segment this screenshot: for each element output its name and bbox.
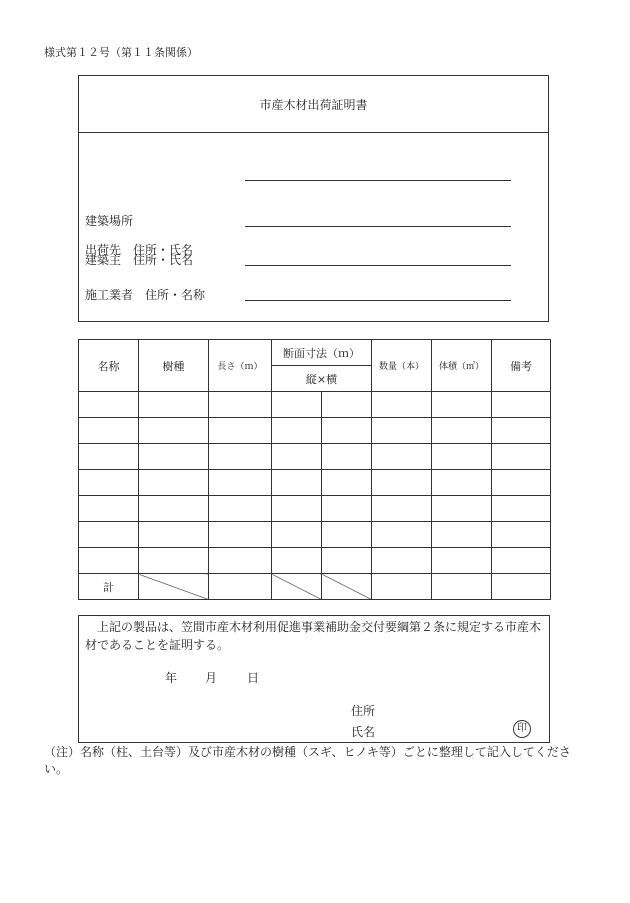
table-header-row (79, 340, 551, 366)
table-cell[interactable] (272, 418, 322, 444)
table-cell[interactable] (492, 470, 551, 496)
table-cell[interactable] (272, 470, 322, 496)
table-cell[interactable] (432, 418, 492, 444)
table-cell[interactable] (79, 496, 139, 522)
table-cell[interactable] (492, 392, 551, 418)
table-cell[interactable] (139, 522, 209, 548)
table-row (79, 418, 551, 444)
table-cell[interactable] (372, 418, 432, 444)
form-number: 様式第１２号（第１１条関係） (44, 46, 198, 59)
table-cell[interactable] (322, 548, 372, 574)
table-cell[interactable] (79, 392, 139, 418)
address-label: 住所 (351, 704, 376, 718)
table-cell[interactable] (209, 496, 272, 522)
table-cell[interactable] (209, 470, 272, 496)
certification-box (78, 615, 550, 743)
table-cell[interactable] (372, 444, 432, 470)
table-cell[interactable] (432, 548, 492, 574)
table-cell[interactable] (272, 522, 322, 548)
building-owner-label: 建築主 住所・氏名 (85, 253, 194, 267)
table-cell[interactable] (79, 418, 139, 444)
total-remarks-cell[interactable] (492, 574, 551, 600)
table-cell[interactable] (139, 392, 209, 418)
table-row (79, 522, 551, 548)
table-cell[interactable] (432, 522, 492, 548)
footnote: （注）名称（柱、土台等）及び市産木材の樹種（スギ、ヒノキ等）ごとに整理して記入してください。 (44, 745, 571, 776)
table-cell[interactable] (322, 418, 372, 444)
header-length: 長さ（ｍ） (209, 340, 272, 392)
table-cell[interactable] (79, 470, 139, 496)
table-row (79, 444, 551, 470)
table-cell[interactable] (272, 496, 322, 522)
day-label: 日 (247, 671, 260, 685)
table-cell[interactable] (492, 548, 551, 574)
table-cell[interactable] (372, 392, 432, 418)
form-title: 市産木材出荷証明書 (79, 76, 548, 133)
table-cell[interactable] (492, 522, 551, 548)
name-label: 氏名 (351, 725, 376, 739)
table-cell[interactable] (272, 444, 322, 470)
table-row (79, 392, 551, 418)
shipment-info-box (78, 75, 549, 322)
table-cell[interactable] (272, 548, 322, 574)
construction-site-label: 建築場所 (85, 214, 134, 228)
table-cell[interactable] (209, 418, 272, 444)
table-cell[interactable] (322, 444, 372, 470)
month-label: 月 (205, 671, 218, 685)
table-cell[interactable] (139, 470, 209, 496)
header-name: 名称 (79, 340, 139, 392)
table-cell[interactable] (492, 418, 551, 444)
certification-text: 上記の製品は、笠間市産木材利用促進事業補助金交付要綱第２条に規定する市産木材であることを証明する。 (85, 620, 542, 652)
table-cell[interactable] (492, 444, 551, 470)
table-cell[interactable] (492, 496, 551, 522)
table-cell[interactable] (432, 470, 492, 496)
table-cell[interactable] (372, 522, 432, 548)
table-cell[interactable] (79, 444, 139, 470)
table-cell[interactable] (372, 548, 432, 574)
header-section: 断面寸法（ｍ） (272, 340, 372, 366)
table-cell[interactable] (322, 392, 372, 418)
table-cell[interactable] (432, 392, 492, 418)
total-quantity-cell[interactable] (372, 574, 432, 600)
table-cell[interactable] (139, 444, 209, 470)
table-cell[interactable] (139, 548, 209, 574)
table-cell[interactable] (79, 522, 139, 548)
construction-site-field[interactable] (245, 226, 511, 227)
total-height-slashed (272, 574, 322, 600)
table-row (79, 496, 551, 522)
table-cell[interactable] (139, 496, 209, 522)
header-remarks: 備考 (492, 340, 551, 392)
table-cell[interactable] (272, 392, 322, 418)
table-total-row (79, 574, 551, 600)
building-owner-field[interactable] (245, 265, 511, 266)
table-cell[interactable] (139, 418, 209, 444)
table-cell[interactable] (209, 522, 272, 548)
table-cell[interactable] (322, 470, 372, 496)
header-volume: 体積（㎥） (432, 340, 492, 392)
total-species-slashed (139, 574, 209, 600)
table-cell[interactable] (432, 496, 492, 522)
table-cell[interactable] (322, 496, 372, 522)
contractor-label: 施工業者 住所・名称 (85, 288, 206, 302)
total-width-slashed (322, 574, 372, 600)
table-cell[interactable] (372, 470, 432, 496)
table-row (79, 470, 551, 496)
header-quantity: 数量（本） (372, 340, 432, 392)
timber-table (78, 339, 551, 600)
year-label: 年 (165, 671, 178, 685)
table-cell[interactable] (209, 392, 272, 418)
ship-to-field[interactable] (245, 180, 511, 181)
ship-to-label: 出荷先 住所・氏名 (85, 243, 194, 257)
total-volume-cell[interactable] (432, 574, 492, 600)
table-cell[interactable] (79, 548, 139, 574)
table-row (79, 548, 551, 574)
table-cell[interactable] (432, 444, 492, 470)
table-cell[interactable] (322, 522, 372, 548)
table-cell[interactable] (209, 444, 272, 470)
table-cell[interactable] (372, 496, 432, 522)
seal-mark: 印 (513, 720, 531, 738)
header-section-sub: 縦×横 (272, 366, 372, 392)
total-length-cell[interactable] (209, 574, 272, 600)
table-cell[interactable] (209, 548, 272, 574)
header-species: 樹種 (139, 340, 209, 392)
contractor-field[interactable] (245, 300, 511, 301)
total-label: 計 (79, 574, 139, 600)
